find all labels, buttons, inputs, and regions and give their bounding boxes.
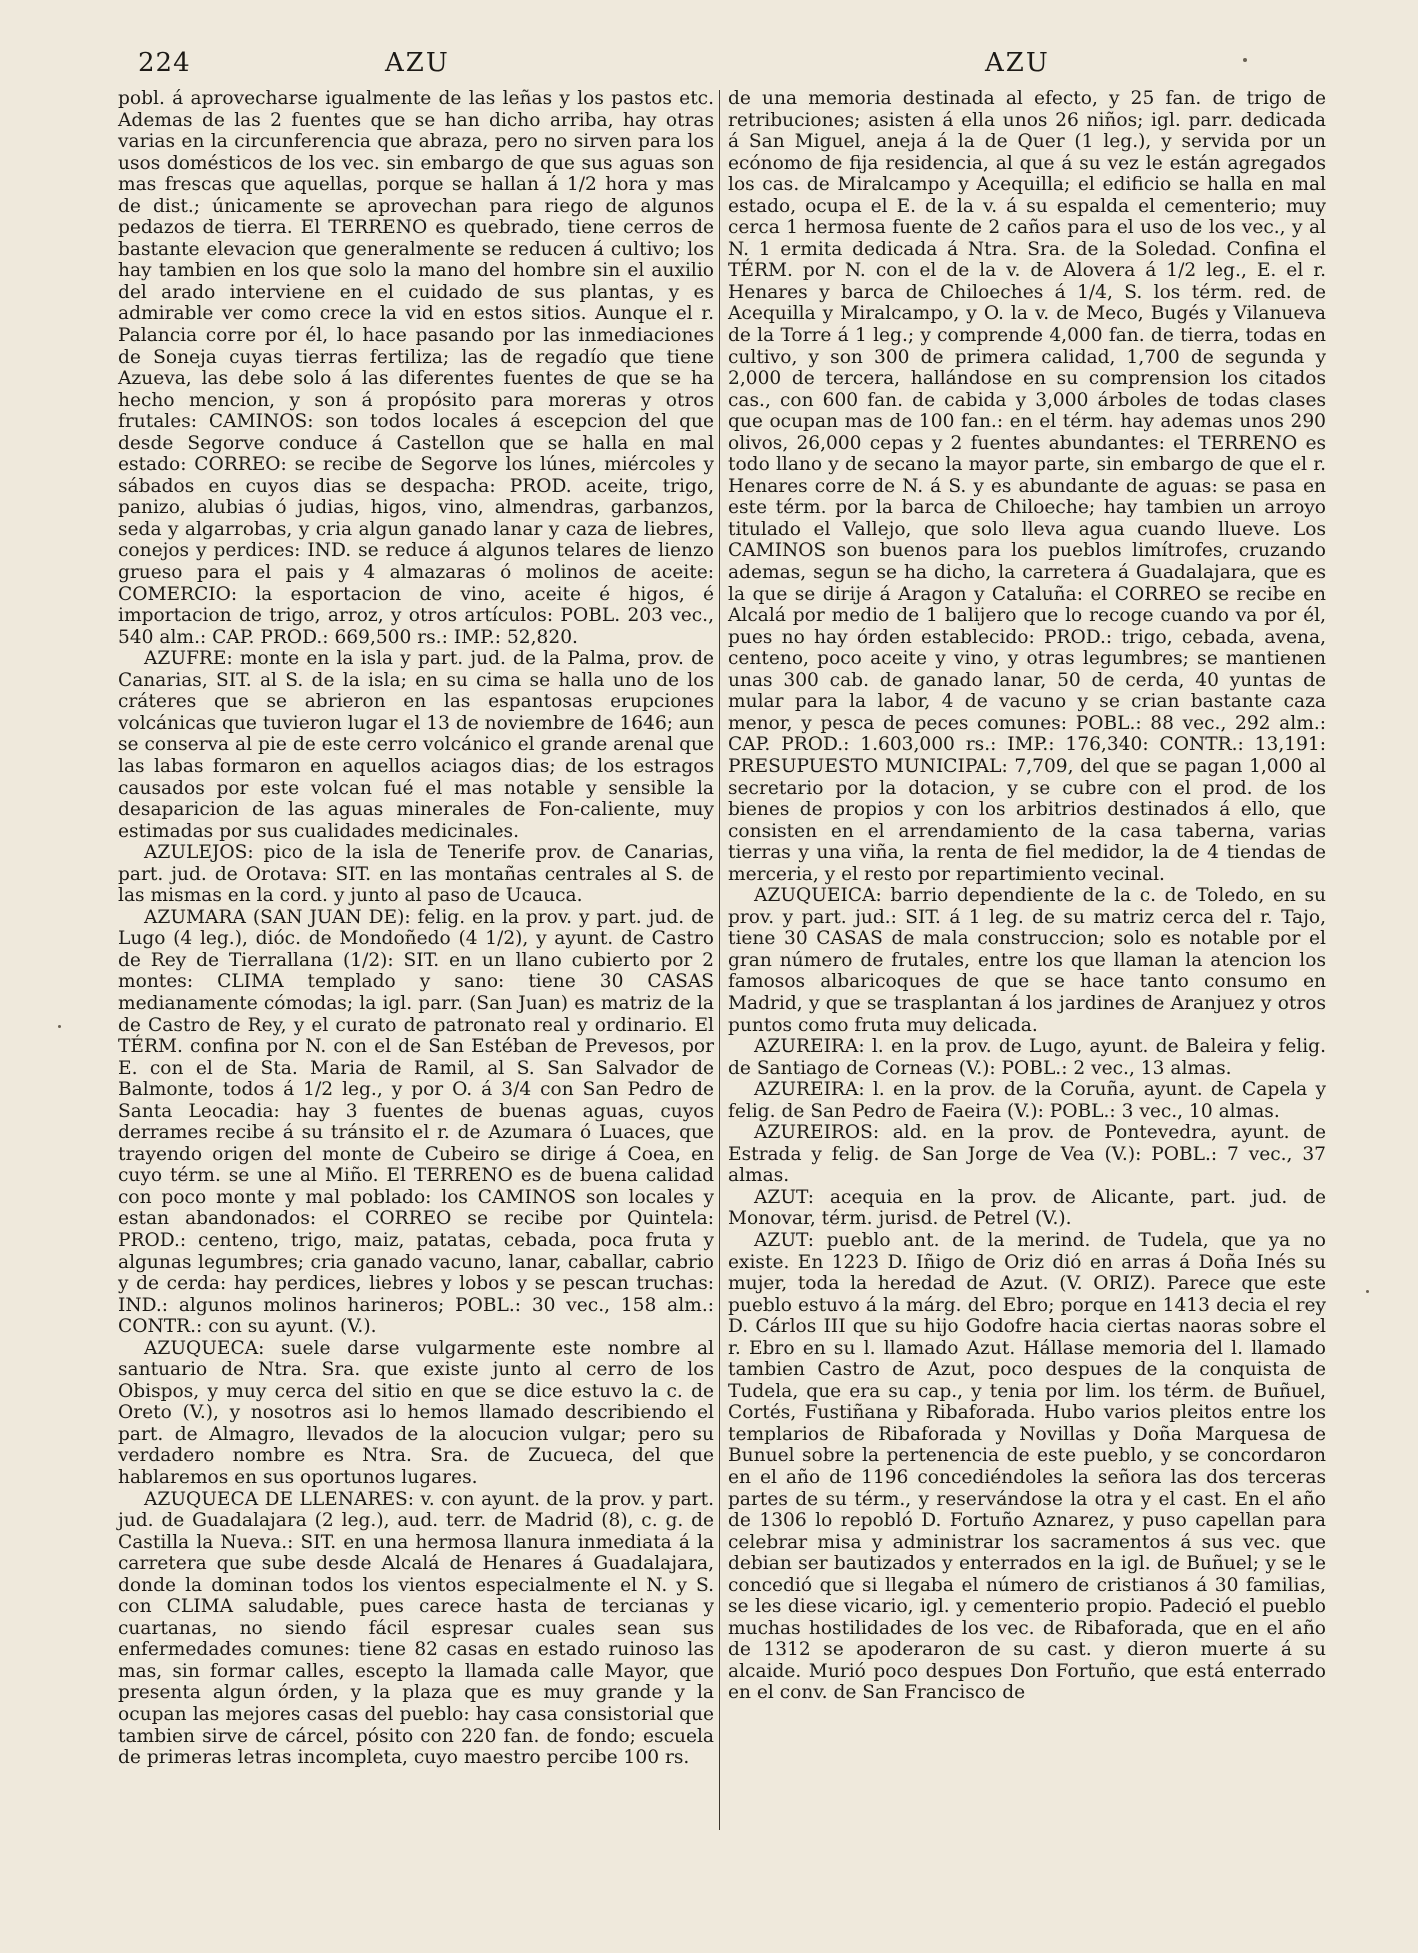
paper-speck	[1366, 1290, 1369, 1293]
entry-azuqueca: AZUQUECA: suele darse vulgarmente este nombre al santuario de Ntra. Sra. que existe junto al cerro de los Obispos, y muy cerca del sitio en que se dice estuvo la c. de Oreto (V.), y nosotros asi lo hemos llamado describiendo el part. de Almagro, llevados de la alocucion vulgar; pero su verdadero nombre es Ntra. Sra. de Zucueca, del que hablaremos en sus oportunos lugares.	[118, 1337, 714, 1488]
entry-azuqueca-de-llenares: AZUQUECA DE LLENARES: v. con ayunt. de la prov. y part. jud. de Guadalajara (2 leg.), aud. terr. de Madrid (8), c. g. de Castilla la Nueva.: SIT. en una hermosa llanura inmediata á la carretera que sube desde Alcalá de Henares á Guadalajara, donde la dominan todos los vientos especialmente el N. y S. con CLIMA saludable, pues carece hasta de tercianas y cuartanas, no siendo fácil espresar cuales sean sus enfermedades comunes: tiene 82 casas en estado ruinoso las mas, sin formar calles, escepto la llamada calle Mayor, que presenta algun órden, y la plaza que es muy grande y la ocupan las mejores casas del pueblo: hay casa consistorial que tambien sirve de cárcel, pósito con 220 fan. de fondo; escuela de primeras letras incompleta, cuyo maestro percibe 100 rs.	[118, 1488, 714, 1769]
paper-speck	[1243, 58, 1247, 62]
running-head-left: AZU	[385, 48, 450, 78]
continued-entry: pobl. á aprovecharse igualmente de las leñas y los pastos etc. Ademas de las 2 fuentes que se han dicho arriba, hay otras varias en la circunferencia que abraza, pero no sirven para los usos domésticos de los vec. sin embargo de que sus aguas son mas frescas que aquellas, porque se hallan á 1/2 hora y mas de dist.; únicamente se aprovechan para riego de algunos pedazos de tierra. El TERRENO es quebrado, tiene cerros de bastante elevacion que generalmente se reducen á cultivo; los hay tambien en los que solo la mano del hombre sin el auxilio del arado interviene en el cuidado de sus plantas, y es admirable ver como crece la vid en estos sitios. Aunque el r. Palancia corre por él, lo hace pasando por las inmediaciones de Soneja cuyas tierras fertiliza; las de regadío que tiene Azueva, las debe solo á las diferentes fuentes de que se ha hecho mencion, y son á propósito para moreras y otros frutales: CAMINOS: son todos locales á escepcion del que desde Segorve conduce á Castellon que se halla en mal estado: CORREO: se recibe de Segorve los lúnes, miércoles y sábados en cuyos dias se despacha: PROD. aceite, trigo, panizo, alubias ó judias, higos, vino, almendras, garbanzos, seda y algarrobas, y cria algun ganado lanar y caza de liebres, conejos y perdices: IND. se reduce á algunos telares de lienzo grueso para el pais y 4 almazaras ó molinos de aceite: COMERCIO: la esportacion de vino, aceite é higos, é importacion de trigo, arroz, y otros artículos: POBL. 203 vec., 540 alm.: CAP. PROD.: 669,500 rs.: IMP.: 52,820.	[118, 88, 714, 648]
page-header	[0, 48, 1418, 88]
entry-azureira-coruna: AZUREIRA: l. en la prov. de la Coruña, ayunt. de Capela y felig. de San Pedro de Faeira (V.): POBL.: 3 vec., 10 almas.	[728, 1079, 1326, 1122]
running-head-right: AZU	[985, 48, 1050, 78]
entry-azufre: AZUFRE: monte en la isla y part. jud. de la Palma, prov. de Canarias, SIT. al S. de la isla; en su cima se halla uno de los cráteres que se abrieron en las espantosas erupciones volcánicas que tuvieron lugar el 13 de noviembre de 1646; aun se conserva al pie de este cerro volcánico el grande arenal que las labas formaron en aquellos aciagos dias; de los estragos causados por este volcan fué el mas notable y sensible la desaparicion de las aguas minerales de Fon-caliente, muy estimadas por sus cualidades medicinales.	[118, 648, 714, 842]
paper-speck	[58, 1025, 61, 1028]
entry-azureiros: AZUREIROS: ald. en la prov. de Pontevedra, ayunt. de Estrada y felig. de San Jorge de Vea (V.): POBL.: 7 vec., 37 almas.	[728, 1122, 1326, 1187]
right-column	[728, 88, 1326, 1704]
entry-azuqueica: AZUQUEICA: barrio dependiente de la c. de Toledo, en su prov. y part. jud.: SIT. á 1 leg. de su matriz cerca del r. Tajo, tiene 30 CASAS de mala construccion; solo es notable por el gran número de frutales, entre los que llaman la atencion los famosos albaricoques de que se hace tanto consumo en Madrid, y que se trasplantan á los jardines de Aranjuez y otros puntos como fruta muy delicada.	[728, 885, 1326, 1036]
entry-azut-acequia: AZUT: acequia en la prov. de Alicante, part. jud. de Monovar, térm. jurisd. de Petrel (V.).	[728, 1186, 1326, 1230]
entry-azulejos: AZULEJOS: pico de la isla de Tenerife prov. de Canarias, part. jud. de Orotava: SIT. en las montañas centrales al S. de las mismas en la cord. y junto al paso de Ucauca.	[118, 842, 714, 907]
entry-azumara: AZUMARA (SAN JUAN DE): felig. en la prov. y part. jud. de Lugo (4 leg.), dióc. de Mondoñedo (4 1/2), y ayunt. de Castro de Rey de Tierrallana (1/2): SIT. en un llano cubierto por 2 montes: CLIMA templado y sano: tiene 30 CASAS medianamente cómodas; la igl. parr. (San Juan) es matriz de la de Castro de Rey, y el curato de patronato real y ordinario. El TÉRM. confina por N. con el de San Estéban de Prevesos, por E. con el de Sta. Maria de Ramil, al S. San Salvador de Balmonte, todos á 1/2 leg., y por O. á 3/4 con San Pedro de Santa Leocadia: hay 3 fuentes de buenas aguas, cuyos derrames recibe á su tránsito el r. de Azumara ó Luaces, que trayendo origen del monte de Cubeiro se dirige á Coea, en cuyo térm. se une al Miño. El TERRENO es de buena calidad con poco monte y mal poblado: los CAMINOS son locales y estan abandonados: el CORREO se recibe por Quintela: PROD.: centeno, trigo, maiz, patatas, cebada, poca fruta y algunas legumbres; cria ganado vacuno, lanar, caballar, cabrio y de cerda: hay perdices, liebres y lobos y se pescan truchas: IND.: algunos molinos harineros; POBL.: 30 vec., 158 alm.: CONTR.: con su ayunt. (V.).	[118, 906, 714, 1338]
page-number: 224	[138, 48, 191, 78]
left-column	[118, 88, 714, 1769]
column-divider	[719, 90, 720, 1830]
continued-entry-right: de una memoria destinada al efecto, y 25 fan. de trigo de retribuciones; asisten á ella unos 26 niños; igl. parr. dedicada á San Miguel, aneja á la de Quer (1 leg.), y servida por un ecónomo de fija residencia, al que á su vez le están agregados los cas. de Miralcampo y Acequilla; el edificio se halla en mal estado, ocupa el E. de la v. á su espalda el cementerio; muy cerca 1 hermosa fuente de 2 caños para el uso de los vec., y al N. 1 ermita dedicada á Ntra. Sra. de la Soledad. Confina el TÉRM. por N. con el de la v. de Alovera á 1/2 leg., E. el r. Henares y barca de Chiloeches á 1/4, S. los térm. red. de Acequilla y Miralcampo, y O. la v. de Meco, Bugés y Vilanueva de la Torre á 1 leg.; y comprende 4,000 fan. de tierra, todas en cultivo, y son 300 de primera calidad, 1,700 de segunda y 2,000 de tercera, hallándose en su comprension los citados cas., con 600 fan. de cabida y 3,000 árboles de todas clases que ocupan mas de 100 fan.: en el térm. hay ademas unos 290 olivos, 26,000 cepas y 2 fuentes abundantes: el TERRENO es todo llano y de secano la mayor parte, sin embargo de que el r. Henares corre de N. á S. y es abundante de aguas: se pasa en este térm. por la barca de Chiloeche; hay tambien un arroyo titulado el Vallejo, que solo lleva agua cuando llueve. Los CAMINOS son buenos para los pueblos limítrofes, cruzando ademas, segun se ha dicho, la carretera á Guadalajara, que es la que se dirije á Aragon y Cataluña: el CORREO se recibe en Alcalá por medio de 1 balijero que lo recoge cuando va por él, pues no hay órden establecido: PROD.: trigo, cebada, avena, centeno, poco aceite y vino, y otras legumbres; se mantienen unas 300 cab. de ganado lanar, 50 de cerda, 40 yuntas de mular para la labor, 4 de vacuno y se crian bastante caza menor, y pesca de peces comunes: POBL.: 88 vec., 292 alm.: CAP. PROD.: 1.603,000 rs.: IMP.: 176,340: CONTR.: 13,191: PRESUPUESTO MUNICIPAL: 7,709, del que se pagan 1,000 al secretario por la dotacion, y se cubre con el prod. de los bienes de propios y con los arbitrios destinados á ello, que consisten en el arrendamiento de la casa taberna, varias tierras y una viña, la renta de fiel medidor, la de 4 tiendas de merceria, y el resto por repartimiento vecinal.	[728, 88, 1326, 885]
entry-azut-pueblo: AZUT: pueblo ant. de la merind. de Tudela, que ya no existe. En 1223 D. Iñigo de Oriz dió en arras á Doña Inés su mujer, toda la heredad de Azut. (V. ORIZ). Parece que este pueblo estuvo á la márg. del Ebro; porque en 1413 decia el rey D. Cárlos III que su hijo Godofre hacia ciertas naoras sobre el r. Ebro en su l. llamado Azut. Hállase memoria del l. llamado tambien Castro de Azut, poco despues de la conquista de Tudela, que era su cap., y tenia por lim. los térm. de Buñuel, Cortés, Fustiñana y Ribaforada. Hubo varios pleitos entre los templarios de Ribaforada y Novillas y Doña Marquesa de Bunuel sobre la pertenencia de este pueblo, y se concordaron en el año de 1196 concediéndoles la señora las dos terceras partes de su térm., y reservándose la otra y el cast. En el año de 1306 lo repobló D. Fortuño Aznarez, y puso capellan para celebrar misa y administrar los sacramentos á sus vec. que debian ser bautizados y enterrados en la igl. de Buñuel; y se le concedió que si llegaba el número de cristianos á 30 familias, se les diese vicario, igl. y cementerio propio. Padeció el pueblo muchas hostilidades de los vec. de Ribaforada, que en el año de 1312 se apoderaron de su cast. y dieron muerte á su alcaide. Murió poco despues Don Fortuño, que está enterrado en el conv. de San Francisco de	[728, 1229, 1326, 1704]
entry-azureira-lugo: AZUREIRA: l. en la prov. de Lugo, ayunt. de Baleira y felig. de Santiago de Corneas (V.): POBL.: 2 vec., 13 almas.	[728, 1036, 1326, 1079]
